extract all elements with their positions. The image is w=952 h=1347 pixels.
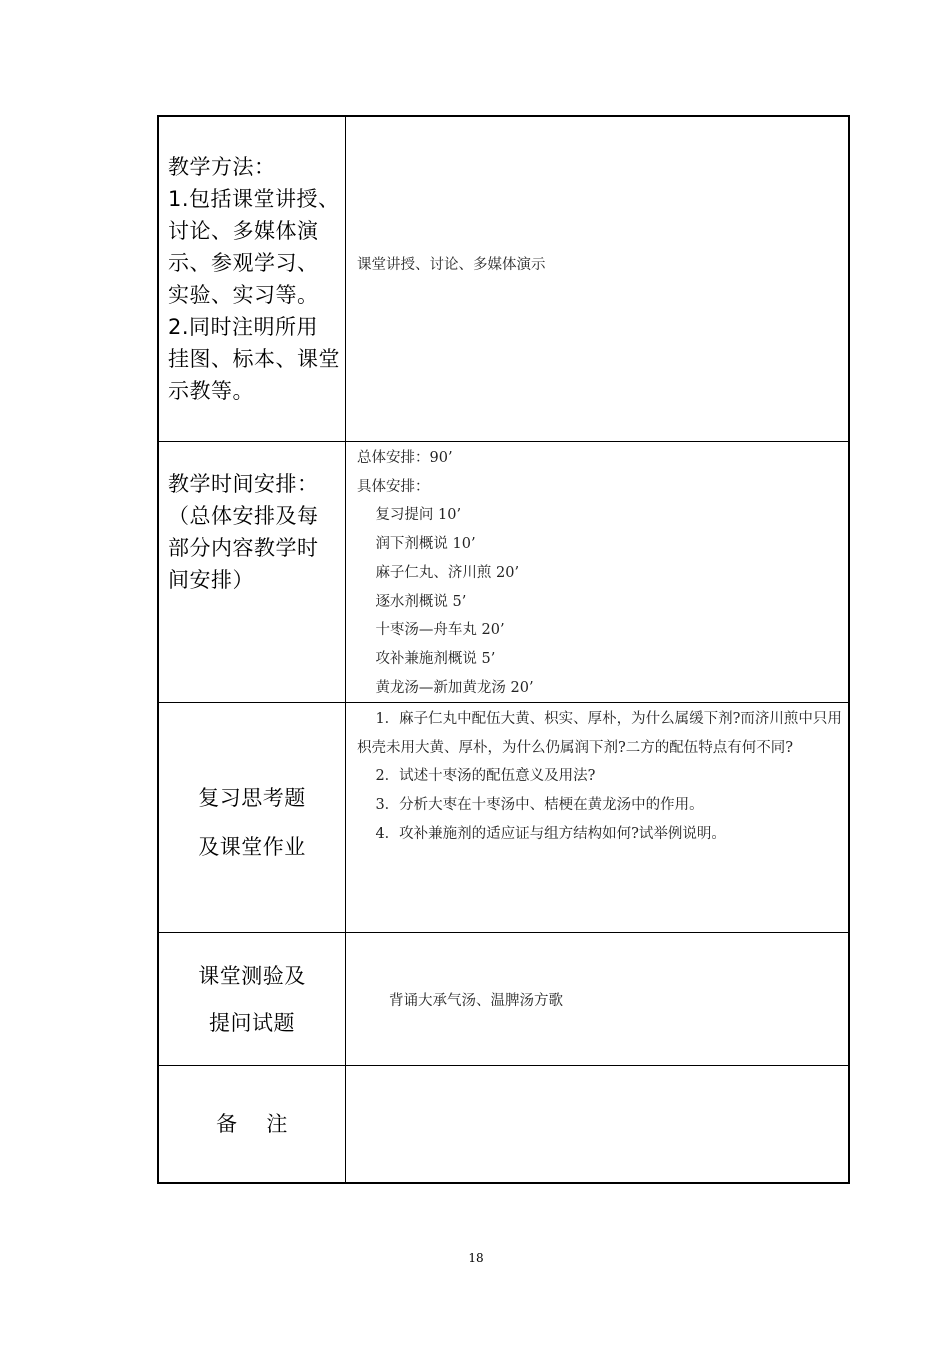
- label-cell: [159, 1066, 346, 1182]
- label-cell: [159, 117, 346, 441]
- label-cell: [159, 933, 346, 1065]
- review-homework-label: 复习思考题 及课堂作业: [198, 786, 306, 859]
- content-cell: [346, 703, 848, 932]
- content-cell: [346, 442, 848, 702]
- notes-label: 备 注: [216, 1112, 288, 1136]
- review-homework-content: 1．麻子仁丸中配伍大黄、枳实、厚朴，为什么属缓下剂?而济川煎中只用枳壳未用大黄、厚朴，为什么仍属润下剂?二方的配伍特点有何不同? 2．试述十枣汤的配伍意义及用法? 3．分析大枣在十枣汤中、桔梗在黄龙汤中的作用。 4．攻补兼施剂的适应证与组方结构如何?试举例说明。: [357, 711, 842, 842]
- row-teaching-method: [159, 117, 848, 442]
- time-schedule-content: 总体安排：90’ 具体安排： 复习提问 10’ 润下剂概说 10’ 麻子仁丸、济川煎 20’ 逐水剂概说 5’ 十枣汤—舟车丸 20’ 攻补兼施剂概说 5’ 黄龙汤—新加黄龙汤 20’: [357, 450, 534, 696]
- row-time-schedule: [159, 442, 848, 703]
- row-notes: [159, 1066, 848, 1182]
- content-cell: [346, 117, 848, 441]
- label-cell: [159, 442, 346, 702]
- quiz-content: 背诵大承气汤、温脾汤方歌: [389, 993, 563, 1009]
- teaching-method-label: 教学方法： 1.包括课堂讲授、 讨论、多媒体演 示、参观学习、 实验、实习等。 2.同时注明所用 挂图、标本、课堂 示教等。: [168, 155, 340, 403]
- page-number: 18: [468, 1251, 484, 1265]
- row-quiz: [159, 933, 848, 1066]
- label-cell: [159, 703, 346, 932]
- teaching-method-content: 课堂讲授、讨论、多媒体演示: [357, 257, 546, 273]
- notes-content-cell[interactable]: [346, 1066, 848, 1182]
- quiz-label: 课堂测验及 提问试题: [198, 964, 306, 1035]
- time-schedule-label: 教学时间安排： （总体安排及每 部分内容教学时 间安排）: [168, 472, 319, 592]
- content-cell: [346, 933, 848, 1065]
- row-review-homework: [159, 703, 848, 933]
- lesson-plan-table: [157, 115, 850, 1184]
